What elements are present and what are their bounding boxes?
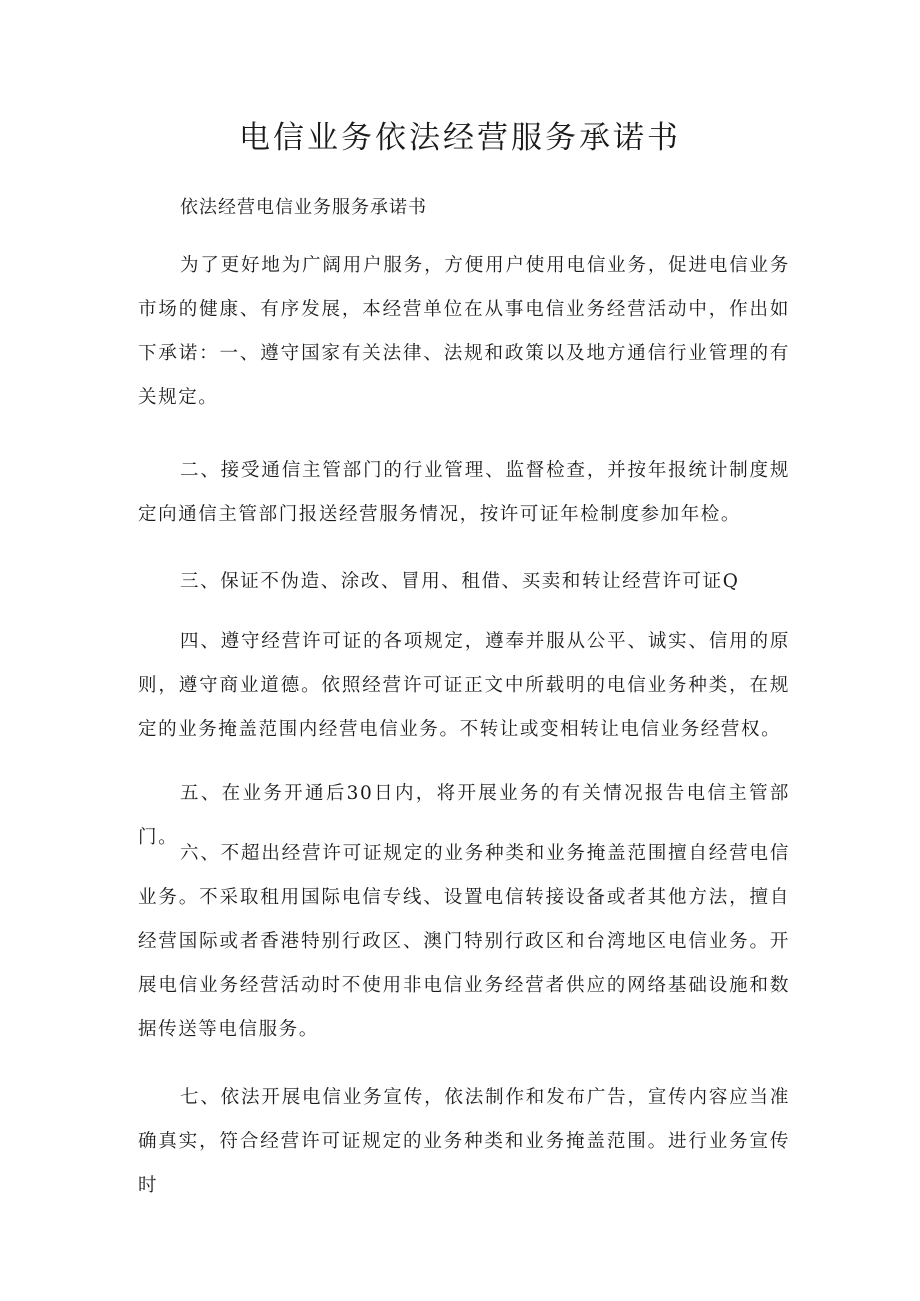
paragraph-item-5: 五、在业务开通后30日内，将开展业务的有关情况报告电信主管部门。 [138, 783, 790, 848]
paragraph-item-2: 二、接受通信主管部门的行业管理、监督检查，并按年报统计制度规定向通信主管部门报送经营服务情况，按许可证年检制度参加年检。 [138, 460, 790, 525]
document-title: 电信业务依法经营服务承诺书 [239, 120, 681, 156]
paragraph-intro: 为了更好地为广阔用户服务，方便用户使用电信业务，促进电信业务市场的健康、有序发展，本经营单位在从事电信业务经营活动中，作出如下承诺：一、遵守国家有关法律、法规和政策以及地方通信行业管理的有关规定。 [138, 255, 790, 408]
paragraph-item-3: 三、保证不伪造、涂改、冒用、租借、买卖和转让经营许可证Q [180, 571, 740, 592]
paragraph-item-6: 六、不超出经营许可证规定的业务种类和业务掩盖范围擅自经营电信业务。不采取租用国际电信专线、设置电信转接设备或者其他方法，擅自经营国际或者香港特别行政区、澳门特别行政区和台湾地区电信业务。开展电信业务经营活动时不使用非电信业务经营者供应的网络基础设施和数据传送等电信服务。 [138, 843, 790, 1040]
paragraph-item-7: 七、依法开展电信业务宣传，依法制作和发布广告，宣传内容应当准确真实，符合经营许可证规定的业务种类和业务掩盖范围。进行业务宣传时 [138, 1087, 790, 1196]
document-subtitle: 依法经营电信业务服务承诺书 [180, 197, 427, 218]
paragraph-item-4: 四、遵守经营许可证的各项规定，遵奉并服从公平、诚实、信用的原则，遵守商业道德。依照经营许可证正文中所载明的电信业务种类，在规定的业务掩盖范围内经营电信业务。不转让或变相转让电信业务经营权。 [138, 631, 790, 740]
